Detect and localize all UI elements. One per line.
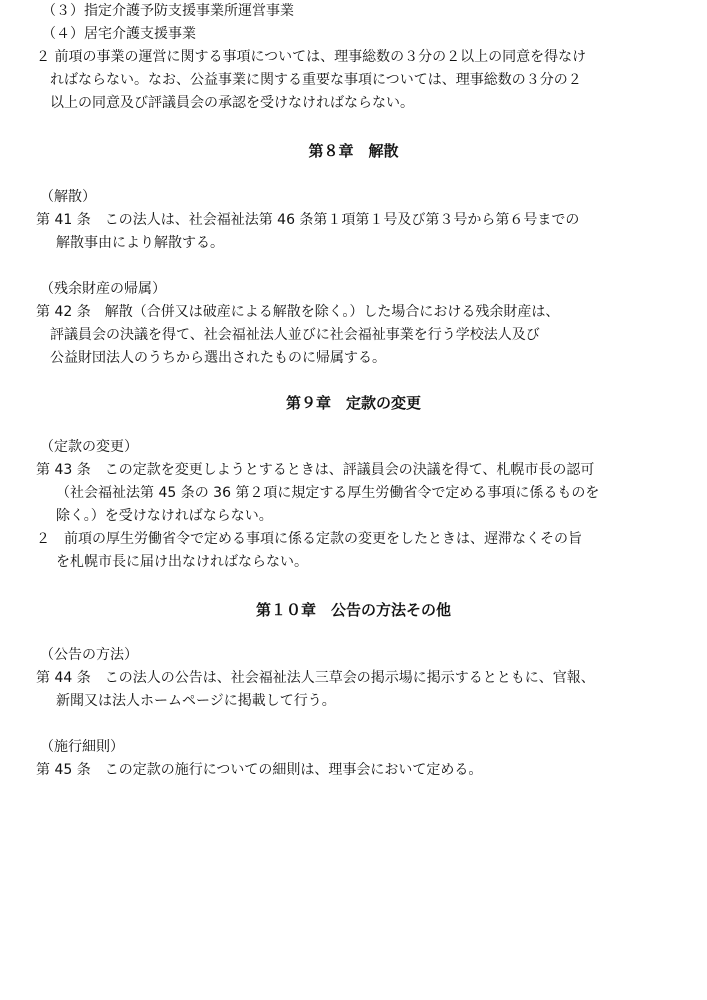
- article-43-paragraph-2-line-2: を札幌市長に届け出なければならない。: [56, 554, 308, 570]
- article-42-line-2: 評議員会の決議を得て、社会福祉法人並びに社会福祉事業を行う学校法人及び: [50, 327, 540, 343]
- item-3: （３）指定介護予防支援事業所運営事業: [42, 3, 294, 19]
- chapter-10-heading: 第１０章 公告の方法その他: [255, 601, 451, 619]
- item-4: （４）居宅介護支援事業: [42, 26, 196, 42]
- article-44-line-1: 第 44 条 この法人の公告は、社会福祉法人三草会の掲示場に掲示するとともに、官報、: [36, 670, 595, 686]
- article-44-caption: （公告の方法）: [40, 647, 138, 663]
- article-42-line-1: 第 42 条 解散（合併又は破産による解散を除く。）した場合における残余財産は、: [36, 304, 560, 320]
- article-43-line-2: （社会福祉法第 45 条の 36 第２項に規定する厚生労働省令で定める事項に係るものを: [56, 485, 600, 501]
- article-41-line-2: 解散事由により解散する。: [56, 235, 224, 251]
- paragraph-2-line-2: ればならない。なお、公益事業に関する重要な事項については、理事総数の３分の２: [50, 72, 582, 88]
- article-43-line-3: 除く。）を受けなければならない。: [56, 508, 273, 524]
- article-45-caption: （施行細則）: [40, 739, 124, 755]
- article-43-line-1: 第 43 条 この定款を変更しようとするときは、評議員会の決議を得て、札幌市長の認可: [36, 462, 595, 478]
- chapter-9-heading: 第９章 定款の変更: [285, 394, 421, 412]
- article-41-caption: （解散）: [40, 189, 96, 205]
- article-42-caption: （残余財産の帰属）: [40, 281, 166, 297]
- article-44-line-2: 新聞又は法人ホームページに掲載して行う。: [56, 693, 336, 709]
- article-42-line-3: 公益財団法人のうちから選出されたものに帰属する。: [50, 350, 386, 366]
- article-43-paragraph-2-line-1: ２ 前項の厚生労働省令で定める事項に係る定款の変更をしたときは、遅滞なくその旨: [36, 531, 582, 547]
- paragraph-2-line-1: ２ 前項の事業の運営に関する事項については、理事総数の３分の２以上の同意を得なけ: [36, 49, 587, 65]
- article-41-line-1: 第 41 条 この法人は、社会福祉法第 46 条第１項第１号及び第３号から第６号までの: [36, 212, 580, 228]
- article-43-caption: （定款の変更）: [40, 439, 138, 455]
- article-45-line-1: 第 45 条 この定款の施行についての細則は、理事会において定める。: [36, 762, 483, 778]
- paragraph-2-line-3: 以上の同意及び評議員会の承認を受けなければならない。: [50, 95, 414, 111]
- chapter-8-heading: 第８章 解散: [308, 142, 399, 160]
